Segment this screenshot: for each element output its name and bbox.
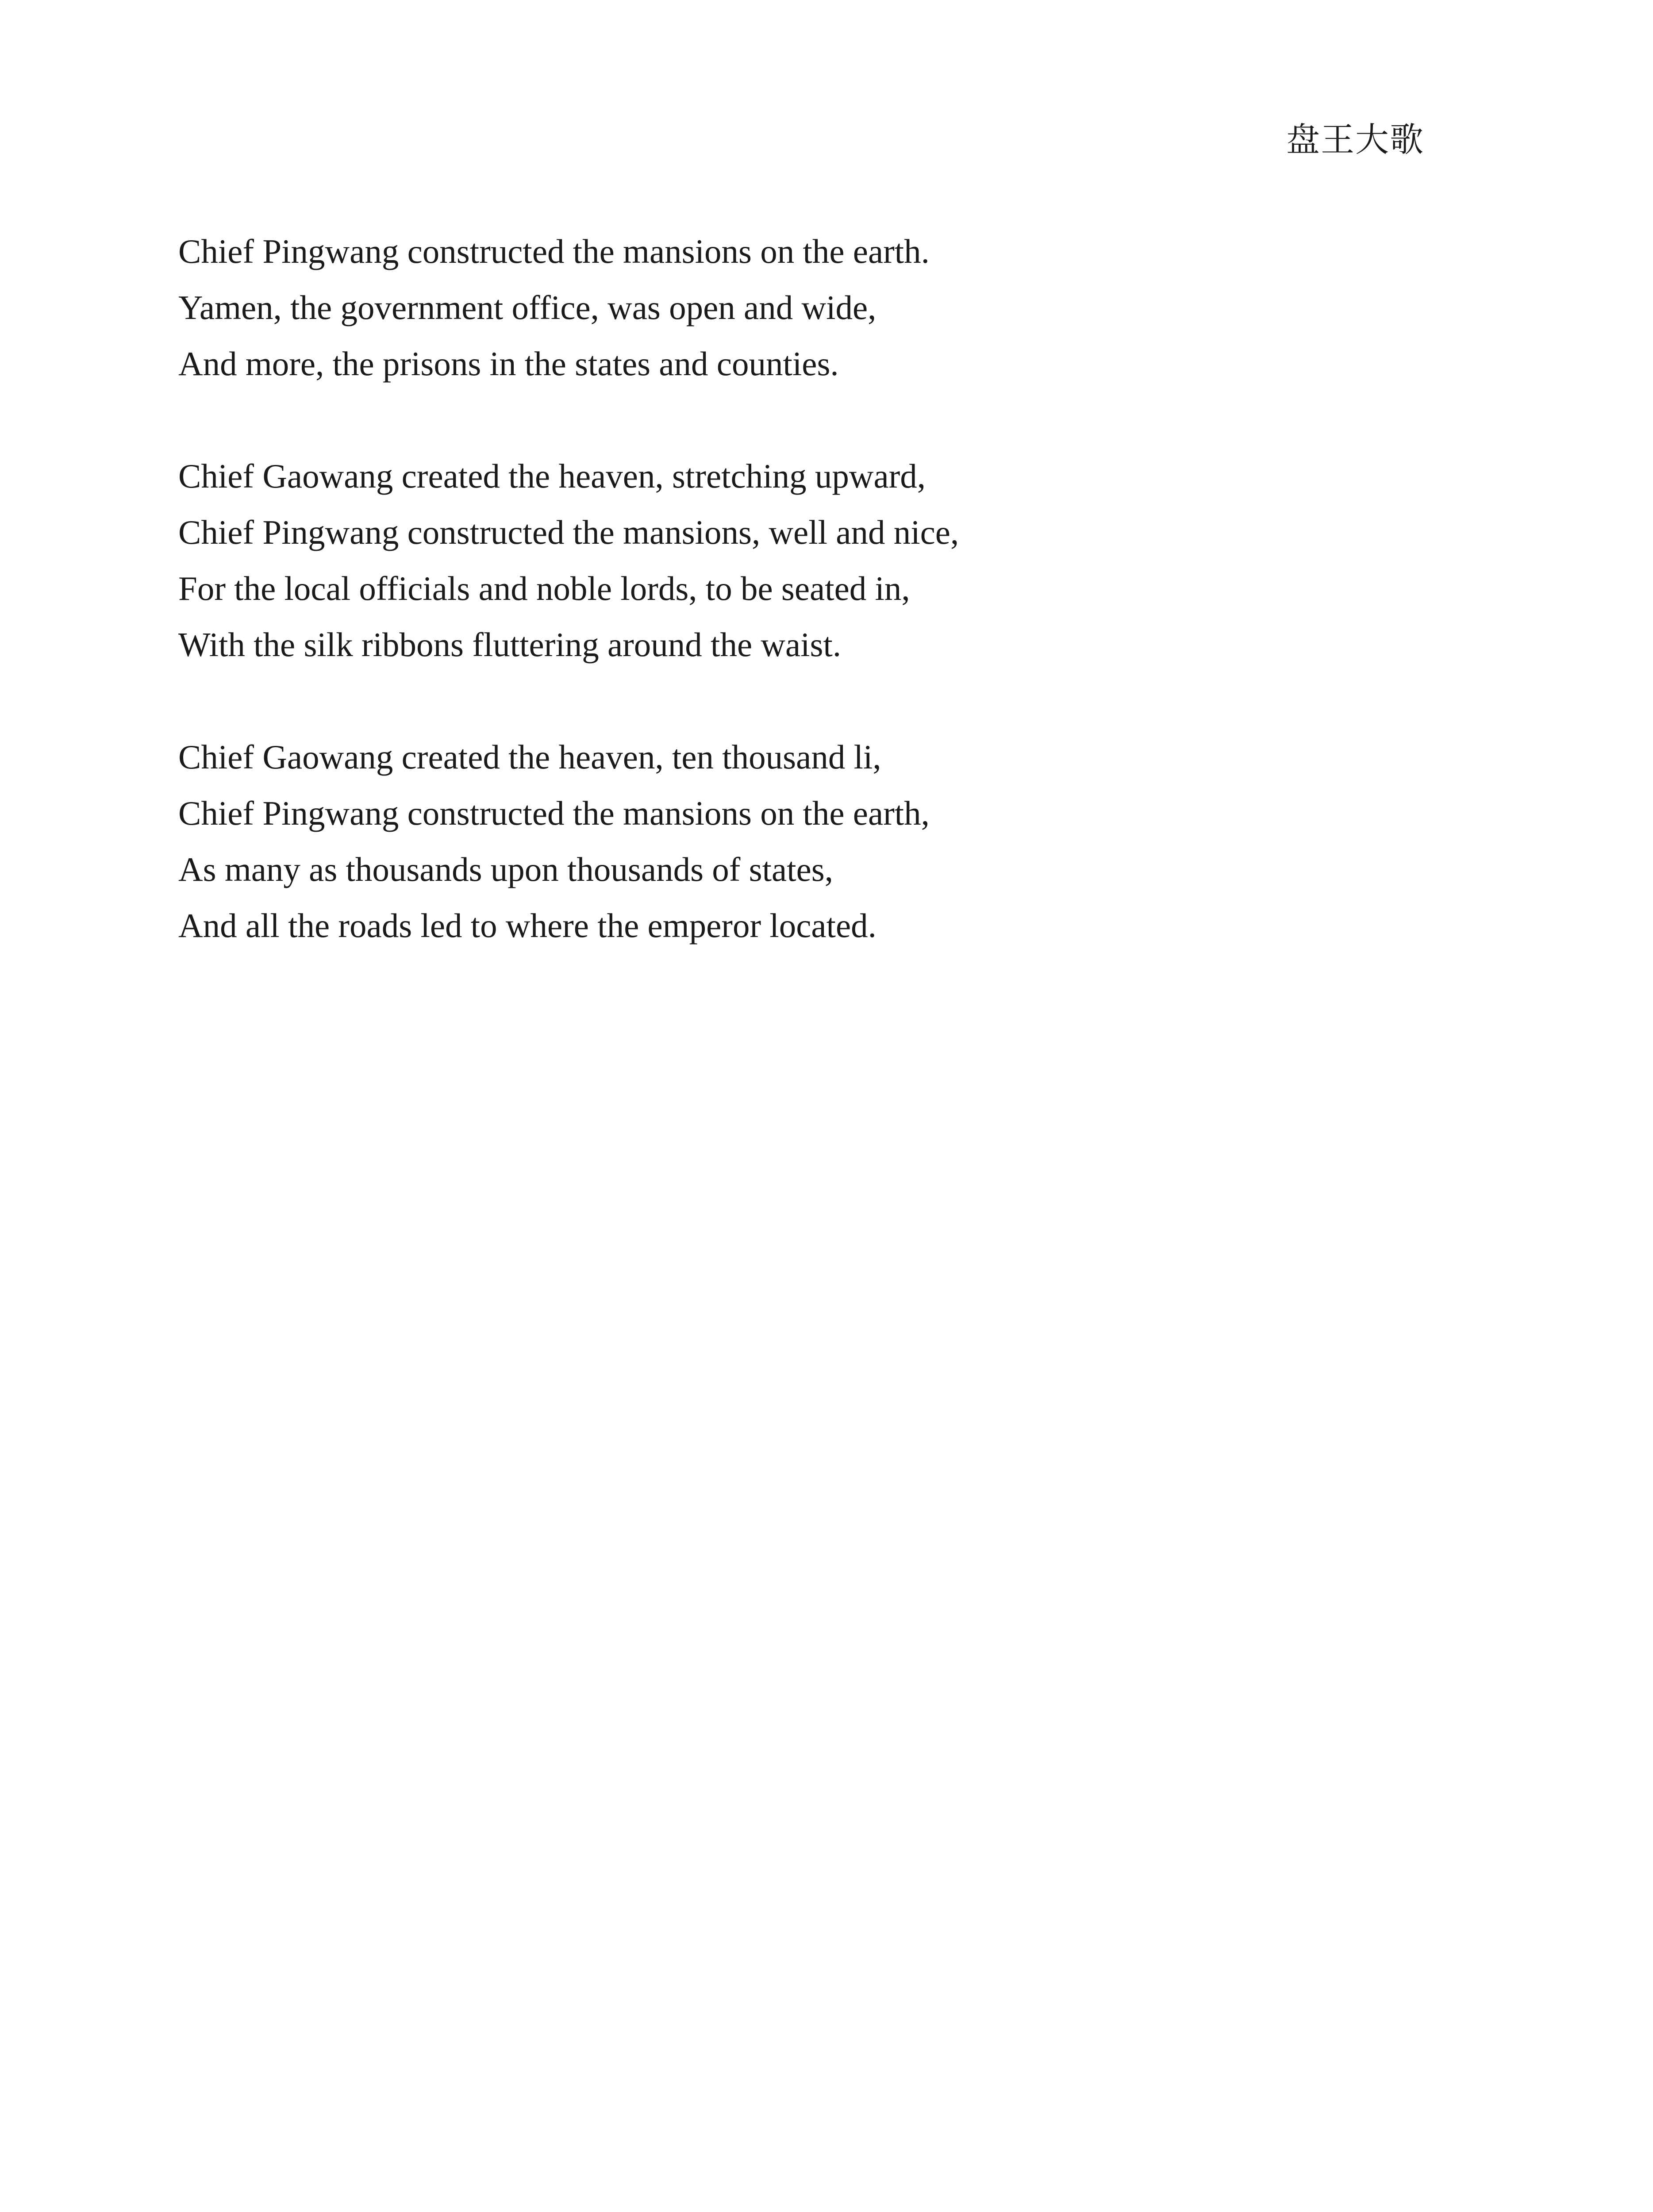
poem-body <box>178 223 1461 1010</box>
poem-line: With the silk ribbons fluttering around the waist. <box>178 626 842 664</box>
poem-line: For the local officials and noble lords, to be seated in, <box>178 569 910 607</box>
poem-line: Yamen, the government office, was open and wide, <box>178 288 876 326</box>
poem-line: And all the roads led to where the emperor located. <box>178 906 876 945</box>
running-header-title: 盘王大歌 <box>1286 120 1424 159</box>
stanza-2 <box>178 448 1461 673</box>
poem-line: Chief Gaowang created the heaven, ten thousand li, <box>178 738 881 776</box>
poem-line: Chief Pingwang constructed the mansions, well and nice, <box>178 513 959 551</box>
stanza-3 <box>178 729 1461 954</box>
poem-line: And more, the prisons in the states and counties. <box>178 345 839 383</box>
poem-line: As many as thousands upon thousands of states, <box>178 850 833 888</box>
stanza-1 <box>178 223 1461 392</box>
poem-line: Chief Gaowang created the heaven, stretching upward, <box>178 457 926 495</box>
poem-line: Chief Pingwang constructed the mansions on the earth, <box>178 794 930 832</box>
poem-line: Chief Pingwang constructed the mansions on the earth. <box>178 232 930 270</box>
